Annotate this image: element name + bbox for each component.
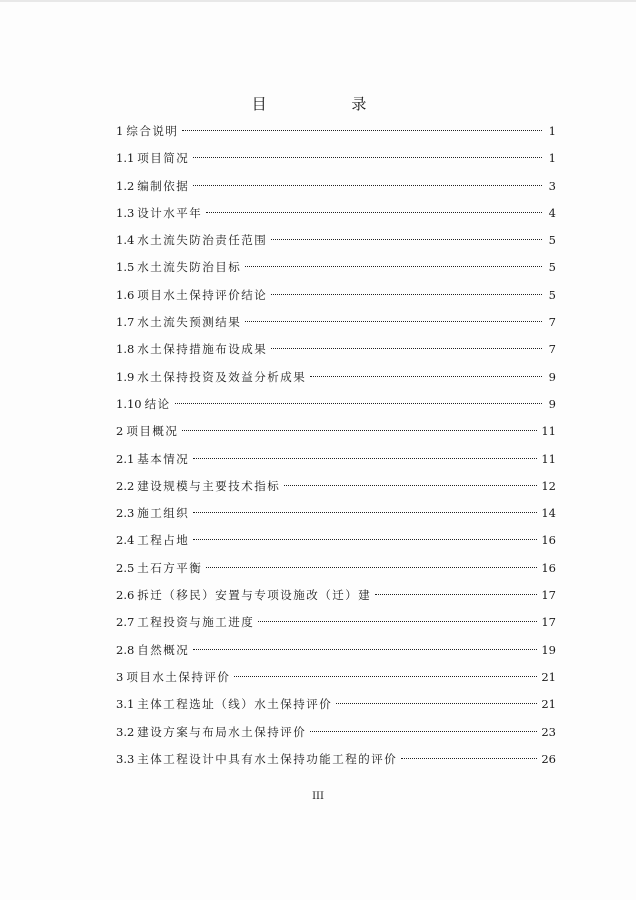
toc-entry-label: 基本情况: [137, 451, 190, 466]
toc-dot-leader: [284, 485, 537, 486]
toc-entry-page: 11: [541, 424, 556, 439]
page-number: III: [312, 791, 324, 802]
toc-entry: [116, 500, 556, 527]
toc-entry-number: 2.8: [116, 642, 135, 657]
toc-entry-page: 5: [548, 260, 556, 275]
toc-dot-leader: [271, 294, 542, 295]
toc-entry: [116, 664, 556, 691]
toc-entry-number: 1.6: [116, 287, 135, 302]
toc-dot-leader: [245, 321, 542, 322]
toc-entry-label: 设计水平年: [137, 205, 203, 220]
toc-dot-leader: [310, 376, 542, 377]
toc-entry-label: 水土流失防治责任范围: [137, 233, 268, 248]
toc-dot-leader: [271, 239, 542, 240]
toc-entry-label: 综合说明: [126, 124, 179, 138]
toc-entry-number: 1.1: [116, 151, 135, 166]
toc-entry-page: 7: [548, 342, 556, 357]
toc-entry-number: 1: [116, 124, 124, 138]
toc-entry: [116, 719, 556, 746]
toc-entry-page: 9: [548, 369, 556, 384]
toc-entry: [116, 637, 556, 664]
toc-entry: [116, 746, 556, 773]
toc-entry-page: 5: [548, 287, 556, 302]
toc-entry: [116, 254, 556, 281]
toc-entry-number: 1.3: [116, 205, 135, 220]
toc-entry: [116, 282, 556, 309]
toc-dot-leader: [245, 266, 542, 267]
toc-dot-leader: [193, 458, 537, 459]
toc-entry: [116, 609, 556, 636]
toc-dot-leader: [401, 758, 537, 759]
toc-entry-label: 工程投资与施工进度: [137, 615, 255, 630]
toc-entry-number: 3.3: [116, 751, 135, 766]
toc-entry-number: 2.4: [116, 533, 135, 548]
toc-entry-page: 21: [541, 669, 556, 684]
toc-entry: [116, 555, 556, 582]
table-of-contents: [116, 118, 556, 773]
toc-entry-page: 17: [541, 615, 556, 630]
toc-entry-number: 2.2: [116, 478, 135, 493]
toc-entry-label: 水土流失防治目标: [137, 260, 242, 275]
scan-edge: [0, 0, 636, 2]
toc-entry-page: 23: [541, 724, 556, 739]
toc-dot-leader: [193, 157, 542, 158]
toc-entry: [116, 309, 556, 336]
toc-entry-label: 拆迁（移民）安置与专项设施改（迁）建: [137, 588, 372, 603]
toc-entry-number: 1.8: [116, 342, 135, 357]
toc-entry-page: 9: [548, 396, 556, 411]
toc-dot-leader: [182, 430, 537, 431]
toc-entry-number: 2.5: [116, 560, 135, 575]
toc-entry-number: 1.2: [116, 178, 135, 193]
toc-entry-page: 17: [541, 588, 556, 603]
toc-entry-page: 12: [541, 478, 556, 493]
toc-entry-page: 16: [541, 560, 556, 575]
toc-entry-number: 2.6: [116, 588, 135, 603]
toc-entry-number: 3: [116, 669, 124, 684]
toc-entry-page: 16: [541, 533, 556, 548]
toc-entry-label: 编制依据: [137, 178, 190, 193]
toc-entry: [116, 227, 556, 254]
toc-dot-leader: [175, 403, 542, 404]
toc-title: 目 录: [251, 95, 407, 113]
toc-entry-label: 建设规模与主要技术指标: [137, 478, 281, 493]
toc-dot-leader: [375, 594, 537, 595]
toc-dot-leader: [310, 731, 537, 732]
toc-entry-number: 2.3: [116, 506, 135, 521]
toc-entry-label: 建设方案与布局水土保持评价: [137, 724, 307, 739]
toc-entry-number: 1.5: [116, 260, 135, 275]
toc-entry-number: 3.2: [116, 724, 135, 739]
toc-entry-page: 4: [548, 205, 556, 220]
toc-entry-page: 19: [541, 642, 556, 657]
toc-entry: [116, 391, 556, 418]
toc-entry-page: 1: [548, 124, 556, 138]
toc-entry-label: 水土保持投资及效益分析成果: [137, 369, 307, 384]
toc-entry-page: 14: [541, 506, 556, 521]
toc-entry-label: 项目概况: [126, 424, 179, 439]
toc-entry: [116, 364, 556, 391]
toc-dot-leader: [234, 676, 537, 677]
toc-entry-label: 结论: [144, 396, 171, 411]
toc-dot-leader: [206, 212, 542, 213]
toc-entry: [116, 200, 556, 227]
toc-entry-label: 项目简况: [137, 151, 190, 166]
toc-entry-label: 施工组织: [137, 506, 190, 521]
toc-entry-label: 自然概况: [137, 642, 190, 657]
toc-entry-label: 项目水土保持评价: [126, 669, 231, 684]
toc-entry-number: 1.10: [116, 396, 142, 411]
toc-entry-label: 主体工程选址（线）水土保持评价: [137, 697, 333, 712]
toc-entry-page: 1: [548, 151, 556, 166]
toc-entry-number: 1.7: [116, 315, 135, 330]
toc-entry: [116, 527, 556, 554]
toc-entry-page: 3: [548, 178, 556, 193]
toc-entry-label: 工程占地: [137, 533, 190, 548]
toc-entry-number: 2.7: [116, 615, 135, 630]
toc-dot-leader: [193, 539, 537, 540]
toc-entry-page: 21: [541, 697, 556, 712]
toc-entry-number: 2.1: [116, 451, 135, 466]
toc-entry: [116, 446, 556, 473]
toc-entry: [116, 145, 556, 172]
toc-entry: [116, 691, 556, 718]
toc-dot-leader: [271, 348, 542, 349]
toc-entry-label: 主体工程设计中具有水土保持功能工程的评价: [137, 751, 398, 766]
toc-entry-label: 水土流失预测结果: [137, 315, 242, 330]
toc-entry: [116, 118, 556, 145]
toc-dot-leader: [336, 703, 537, 704]
toc-entry-number: 1.9: [116, 369, 135, 384]
toc-entry-label: 土石方平衡: [137, 560, 203, 575]
toc-entry-label: 项目水土保持评价结论: [137, 287, 268, 302]
toc-entry-number: 1.4: [116, 233, 135, 248]
toc-entry-label: 水土保持措施布设成果: [137, 342, 268, 357]
toc-entry: [116, 473, 556, 500]
toc-entry: [116, 173, 556, 200]
toc-dot-leader: [258, 621, 537, 622]
toc-entry: [116, 582, 556, 609]
toc-dot-leader: [193, 185, 542, 186]
toc-entry-number: 3.1: [116, 697, 135, 712]
toc-entry-page: 11: [541, 451, 556, 466]
toc-entry-number: 2: [116, 424, 124, 439]
toc-entry-page: 7: [548, 315, 556, 330]
toc-dot-leader: [193, 512, 537, 513]
toc-dot-leader: [206, 567, 537, 568]
toc-entry-page: 26: [541, 751, 556, 766]
toc-dot-leader: [193, 649, 537, 650]
toc-dot-leader: [182, 130, 542, 131]
toc-entry-page: 5: [548, 233, 556, 248]
toc-entry: [116, 418, 556, 445]
toc-entry: [116, 336, 556, 363]
